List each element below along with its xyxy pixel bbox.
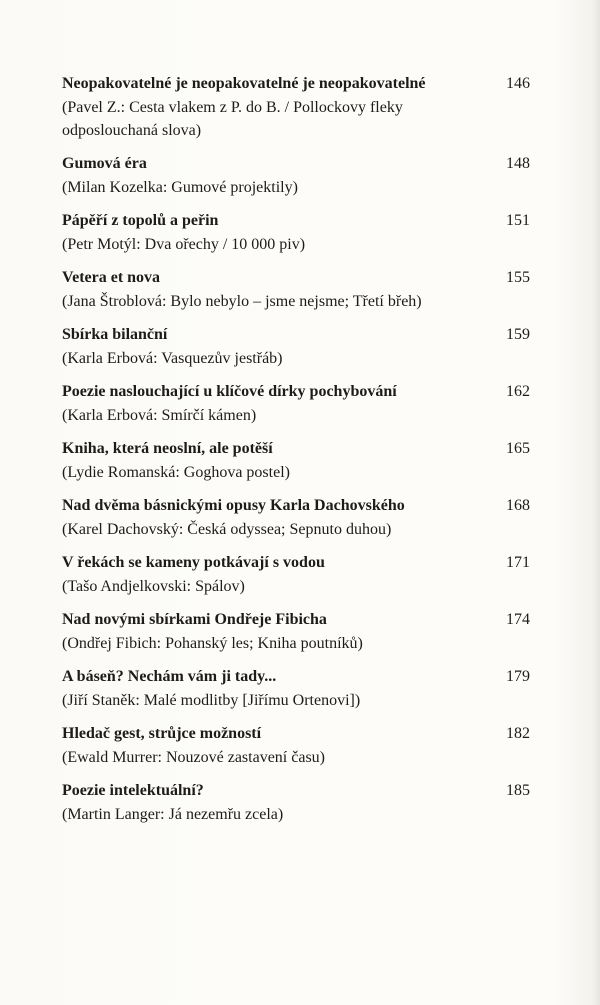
toc-entry: [62, 494, 530, 541]
toc-entry: [62, 323, 530, 370]
entry-page-number: 146: [506, 75, 530, 92]
entry-title: Neopakovatelné je neopakovatelné je neopakovatelné: [62, 75, 426, 92]
entry-title: Vetera et nova: [62, 269, 161, 286]
entry-title: V řekách se kameny potkávají s vodou: [62, 554, 325, 571]
entry-page-number: 182: [506, 725, 530, 742]
entry-page-number: 148: [506, 155, 530, 172]
entry-source: (Lydie Romanská: Goghova postel): [62, 464, 290, 481]
entry-page-number: 155: [506, 269, 530, 286]
toc-entry: [62, 380, 530, 427]
entry-title: Nad dvěma básnickými opusy Karla Dachovského: [62, 497, 405, 514]
entry-page-number: 185: [506, 782, 530, 799]
entry-source: (Ewald Murrer: Nouzové zastavení času): [62, 749, 325, 766]
entry-title: Poezie naslouchající u klíčové dírky pochybování: [62, 383, 397, 400]
toc-entry: [62, 152, 530, 199]
entry-page-number: 174: [506, 611, 530, 628]
entry-title: Gumová éra: [62, 155, 147, 172]
entry-title: Sbírka bilanční: [62, 326, 168, 343]
entry-page-number: 171: [506, 554, 530, 571]
entry-source: (Martin Langer: Já nezemřu zcela): [62, 806, 284, 823]
entry-title: Poezie intelektuální?: [62, 782, 204, 799]
entry-source: (Petr Motýl: Dva ořechy / 10 000 piv): [62, 236, 306, 253]
toc-entry: [62, 551, 530, 598]
entry-page-number: 159: [506, 326, 530, 343]
entry-title: A báseň? Nechám vám ji tady...: [62, 668, 277, 685]
entry-page-number: 151: [506, 212, 530, 229]
entry-source: (Pavel Z.: Cesta vlakem z P. do B. / Pollockovy fleky odposlouchaná slova): [62, 99, 403, 139]
toc-entry: [62, 665, 530, 712]
entry-title: Nad novými sbírkami Ondřeje Fibicha: [62, 611, 327, 628]
entry-title: Pápěří z topolů a peřin: [62, 212, 219, 229]
entry-title: Hledač gest, strůjce možností: [62, 725, 262, 742]
table-of-contents: [62, 72, 530, 836]
toc-entry: [62, 779, 530, 826]
entry-source: (Milan Kozelka: Gumové projektily): [62, 179, 298, 196]
toc-entry: [62, 72, 530, 142]
entry-page-number: 179: [506, 668, 530, 685]
toc-entry: [62, 437, 530, 484]
entry-title: Kniha, která neoslní, ale potěší: [62, 440, 273, 457]
toc-entry: [62, 209, 530, 256]
toc-entry: [62, 608, 530, 655]
entry-source: (Karel Dachovský: Česká odyssea; Sepnuto duhou): [62, 521, 392, 538]
page-edge-shadow: [592, 0, 600, 1005]
entry-source: (Jiří Staněk: Malé modlitby [Jiřímu Ortenovi]): [62, 692, 361, 709]
entry-page-number: 165: [506, 440, 530, 457]
entry-source: (Jana Štroblová: Bylo nebylo – jsme nejsme; Třetí břeh): [62, 293, 422, 310]
entry-source: (Tašo Andjelkovski: Spálov): [62, 578, 245, 595]
entry-source: (Karla Erbová: Vasquezův jestřáb): [62, 350, 283, 367]
entry-source: (Ondřej Fibich: Pohanský les; Kniha poutníků): [62, 635, 363, 652]
toc-entry: [62, 722, 530, 769]
entry-page-number: 162: [506, 383, 530, 400]
toc-entry: [62, 266, 530, 313]
entry-source: (Karla Erbová: Smírčí kámen): [62, 407, 257, 424]
entry-page-number: 168: [506, 497, 530, 514]
